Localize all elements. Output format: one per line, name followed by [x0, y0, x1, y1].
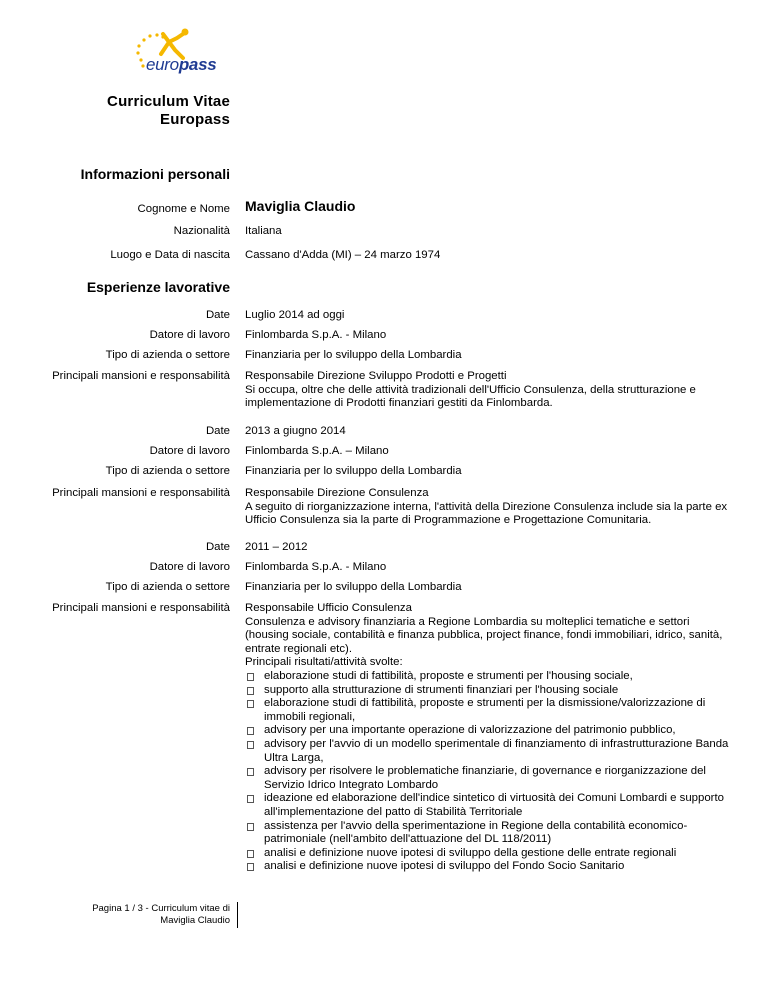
- job3-employer-label: Datore di lavoro: [149, 561, 230, 573]
- cv-title-line1: Curriculum Vitae: [107, 93, 230, 110]
- checkbox-bullet-icon: [247, 700, 254, 708]
- checkbox-bullet-icon: [247, 673, 254, 681]
- job2-date: 2013 a giugno 2014: [245, 425, 346, 437]
- list-item-text: advisory per l'avvio di un modello sperimentale di finanziamento di infrastrutturazione Banda Ultra Larga,: [264, 737, 729, 764]
- job2-description: A seguito di riorganizzazione interna, l'attività della Direzione Consulenza include sia la parte ex Ufficio Consulenza sia la parte di Programmazione e Progettazione Comunitaria.: [245, 500, 728, 527]
- list-item-text: analisi e definizione nuove ipotesi di sviluppo della gestione delle entrate regionali: [264, 846, 677, 859]
- checkbox-bullet-icon: [247, 741, 254, 749]
- job2-role: Responsabile Direzione Consulenza: [245, 487, 429, 499]
- footer-divider: [237, 902, 238, 928]
- job1-duties: [245, 370, 745, 411]
- job3-sector: Finanziaria per lo sviluppo della Lombardia: [245, 581, 462, 593]
- job1-employer: Finlombarda S.p.A. - Milano: [245, 329, 387, 341]
- checkbox-bullet-icon: [247, 727, 254, 735]
- list-item: [245, 860, 735, 874]
- label-nationality: Nazionalità: [173, 225, 230, 237]
- job1-role: Responsabile Direzione Sviluppo Prodotti e Progetti: [245, 370, 507, 382]
- list-item: [245, 765, 735, 792]
- list-item: [245, 738, 735, 765]
- checkbox-bullet-icon: [247, 768, 254, 776]
- list-item-text: advisory per una importante operazione di valorizzazione del patrimonio pubblico,: [264, 724, 676, 737]
- list-item: [245, 820, 735, 847]
- label-birth: Luogo e Data di nascita: [110, 249, 230, 261]
- job2-date-label: Date: [205, 425, 230, 437]
- job2-employer-label: Datore di lavoro: [149, 445, 230, 457]
- personal-info-heading: Informazioni personali: [80, 166, 230, 182]
- footer-line1: Pagina 1 / 3 - Curriculum vitae di: [92, 903, 230, 914]
- list-item: [245, 724, 735, 738]
- job3-duties: [245, 602, 735, 874]
- job2-employer: Finlombarda S.p.A. – Milano: [245, 445, 389, 457]
- value-nationality: Italiana: [245, 225, 282, 237]
- list-item: [245, 697, 735, 724]
- logo-pass-text: pass: [178, 55, 217, 74]
- checkbox-bullet-icon: [247, 823, 254, 831]
- job1-employer-label: Datore di lavoro: [149, 329, 230, 341]
- list-item-text: ideazione ed elaborazione dell'indice sintetico di virtuosità dei Comuni Lombardi e supporto all'implementazione del patto di Stabilità Territoriale: [264, 792, 724, 818]
- label-name: Cognome e Nome: [137, 203, 230, 215]
- job3-results-intro: Principali risultati/attività svolte:: [245, 656, 403, 669]
- job3-date-label: Date: [205, 541, 230, 553]
- job1-sector: Finanziaria per lo sviluppo della Lombardia: [245, 349, 462, 361]
- job1-duties-label: Principali mansioni e responsabilità: [52, 370, 230, 382]
- value-birth: Cassano d'Adda (MI) – 24 marzo 1974: [245, 249, 441, 261]
- list-item-text: supporto alla strutturazione di strumenti finanziari per l'housing sociale: [264, 683, 619, 696]
- job3-description: Consulenza e advisory finanziaria a Regione Lombardia su molteplici tematiche e settori (housing sociale, contabilità e finanza pubblica, project finance, fondi immobiliari, idrico, sanità, entrate regionali etc).: [245, 615, 723, 655]
- job1-date-label: Date: [205, 309, 230, 321]
- job3-date: 2011 – 2012: [245, 541, 308, 553]
- list-item: [245, 792, 735, 819]
- value-name: Maviglia Claudio: [245, 198, 356, 214]
- list-item: [245, 847, 735, 861]
- list-item-text: advisory per risolvere le problematiche finanziarie, di governance e riorganizzazione del Servizio Idrico Integrato Lombardo: [264, 765, 706, 791]
- job3-sector-label: Tipo di azienda o settore: [105, 581, 230, 593]
- list-item-text: elaborazione studi di fattibilità, proposte e strumenti per l'housing sociale,: [264, 669, 633, 682]
- footer-line2: Maviglia Claudio: [160, 915, 230, 926]
- europass-wordmark: [146, 55, 216, 75]
- job2-duties-label: Principali mansioni e responsabilità: [52, 487, 230, 499]
- job2-sector: Finanziaria per lo sviluppo della Lombardia: [245, 465, 462, 477]
- list-item: [245, 684, 735, 698]
- cv-title: [107, 93, 230, 129]
- job1-description: Si occupa, oltre che delle attività tradizionali dell'Ufficio Consulenza, della strutturazione e implementazione di Prodotti finanziari gestiti da Finlombarda.: [245, 383, 696, 410]
- job3-employer: Finlombarda S.p.A. - Milano: [245, 561, 387, 573]
- cv-title-line2: Europass: [160, 111, 230, 128]
- list-item: [245, 670, 735, 684]
- job1-sector-label: Tipo di azienda o settore: [105, 349, 230, 361]
- logo-euro-text: euro: [146, 55, 179, 74]
- list-item-text: assistenza per l'avvio della sperimentazione in Regione della contabilità economico-patrimoniale (nell'ambito dell'attuazione del DL 118/2011): [264, 819, 688, 846]
- list-item-text: elaborazione studi di fattibilità, proposte e strumenti per la dismissione/valorizzazione di immobili regionali,: [264, 697, 706, 723]
- list-item-text: analisi e definizione nuove ipotesi di sviluppo del Fondo Socio Sanitario: [264, 860, 625, 873]
- job3-duties-label: Principali mansioni e responsabilità: [52, 602, 230, 614]
- experience-heading: Esperienze lavorative: [86, 279, 230, 295]
- job2-sector-label: Tipo di azienda o settore: [105, 465, 230, 477]
- checkbox-bullet-icon: [247, 795, 254, 803]
- job2-duties: [245, 487, 745, 528]
- job1-date: Luglio 2014 ad oggi: [245, 309, 345, 321]
- checkbox-bullet-icon: [247, 863, 254, 871]
- checkbox-bullet-icon: [247, 850, 254, 858]
- job3-role: Responsabile Ufficio Consulenza: [245, 602, 412, 614]
- job3-results-list: [245, 670, 735, 874]
- page-footer: [92, 903, 230, 927]
- checkbox-bullet-icon: [247, 687, 254, 695]
